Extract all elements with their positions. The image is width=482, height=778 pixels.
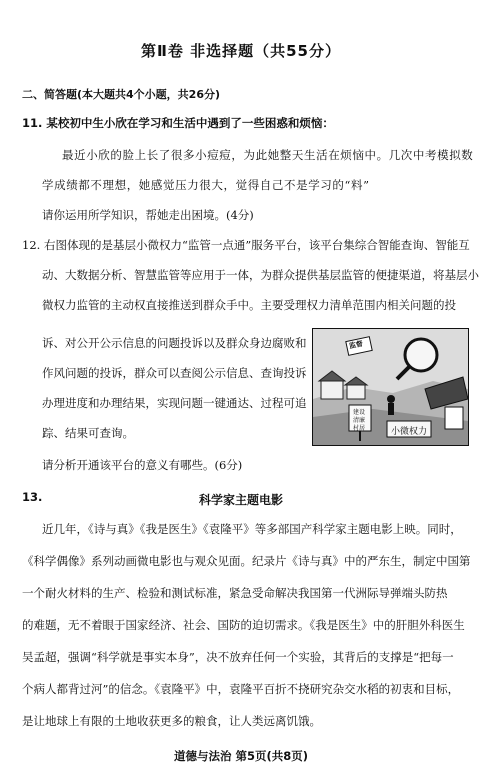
q13-line-7: 是让地球上有限的土地收获更多的粮食，让人类远离饥饿。 (22, 714, 321, 728)
q13-line-4: 的难题，无不着眼于国家经济、社会、国防的迫切需求。《我是医生》中的肝胆外科医生 (22, 618, 465, 632)
cartoon-sign-line-2: 清廉 (353, 417, 366, 424)
q12-line-4: 诉、对公开公示信息的问题投诉以及群众身边腐败和 (42, 336, 307, 350)
cartoon-tag-label: 监督 (348, 339, 364, 351)
section-heading: 二、简答题(本大题共4个小题，共26分) (22, 88, 221, 101)
q13-line-2: 《科学偶像》系列动画微电影也与观众见面。纪录片《诗与真》中的严东生，制定中国第 (22, 554, 471, 568)
supervision-cartoon (312, 328, 469, 446)
q11-handwriting-line-2: 学成绩都不理想，她感觉压力很大，觉得自己不是学习的“料” (42, 178, 370, 192)
q12-line-3: 微权力监管的主动权直接推送到群众手中。主要受理权力清单范围内相关问题的投 (42, 298, 456, 312)
q13-line-1: 近几年，《诗与真》《我是医生》《袁隆平》等多部国产科学家主题电影上映。同时， (42, 522, 462, 536)
q11-handwriting-line-1: 最近小欣的脸上长了很多小痘痘，为此她整天生活在烦恼中。几次中考模拟数 (62, 148, 474, 162)
cartoon-sign-line-3: 村居 (353, 425, 366, 432)
q12-line-5: 作风问题的投诉，群众可以查阅公示信息、查询投诉 (42, 366, 307, 380)
page-footer: 道德与法治 第5页(共8页) (173, 749, 309, 763)
cartoon-sign-line-1: 建设 (353, 409, 366, 416)
q12-task: 请分析开通该平台的意义有哪些。(6分) (42, 458, 243, 472)
q13-title: 科学家主题电影 (198, 493, 283, 507)
q11-stem: 11. 某校初中生小欣在学习和生活中遇到了一些困惑和烦恼： (22, 116, 334, 130)
q12-line-1: 12. 右图体现的是基层小微权力“监管一点通”服务平台，该平台集综合智能查询、智能互 (22, 238, 470, 252)
q12-line-7: 踪、结果可查询。 (42, 426, 134, 440)
q11-task: 请你运用所学知识，帮她走出困境。(4分) (42, 208, 254, 222)
paper-title: 第Ⅱ卷 非选择题（共55分） (141, 42, 341, 60)
cartoon-main-label: 小微权力 (391, 427, 428, 437)
q13-number: 13. (22, 490, 43, 504)
q12-line-2: 动、大数据分析、智慧监管等应用于一体，为群众提供基层监管的便捷渠道，将基层小 (42, 268, 479, 282)
q12-line-6: 办理进度和办理结果，实现问题一键通达、过程可追 (42, 396, 307, 410)
q13-line-5: 吴孟超，强调“科学就是事实本身”，决不放弃任何一个实验，其背后的支撑是“把每一 (22, 650, 454, 664)
q13-line-3: 一个耐火材料的生产、检验和测试标准，紧急受命解决我国第一代洲际导弹端头防热 (22, 586, 448, 600)
q13-line-6: 个病人都背过河”的信念。《袁隆平》中，袁隆平百折不挠研究杂交水稻的初衷和目标， (22, 682, 460, 696)
